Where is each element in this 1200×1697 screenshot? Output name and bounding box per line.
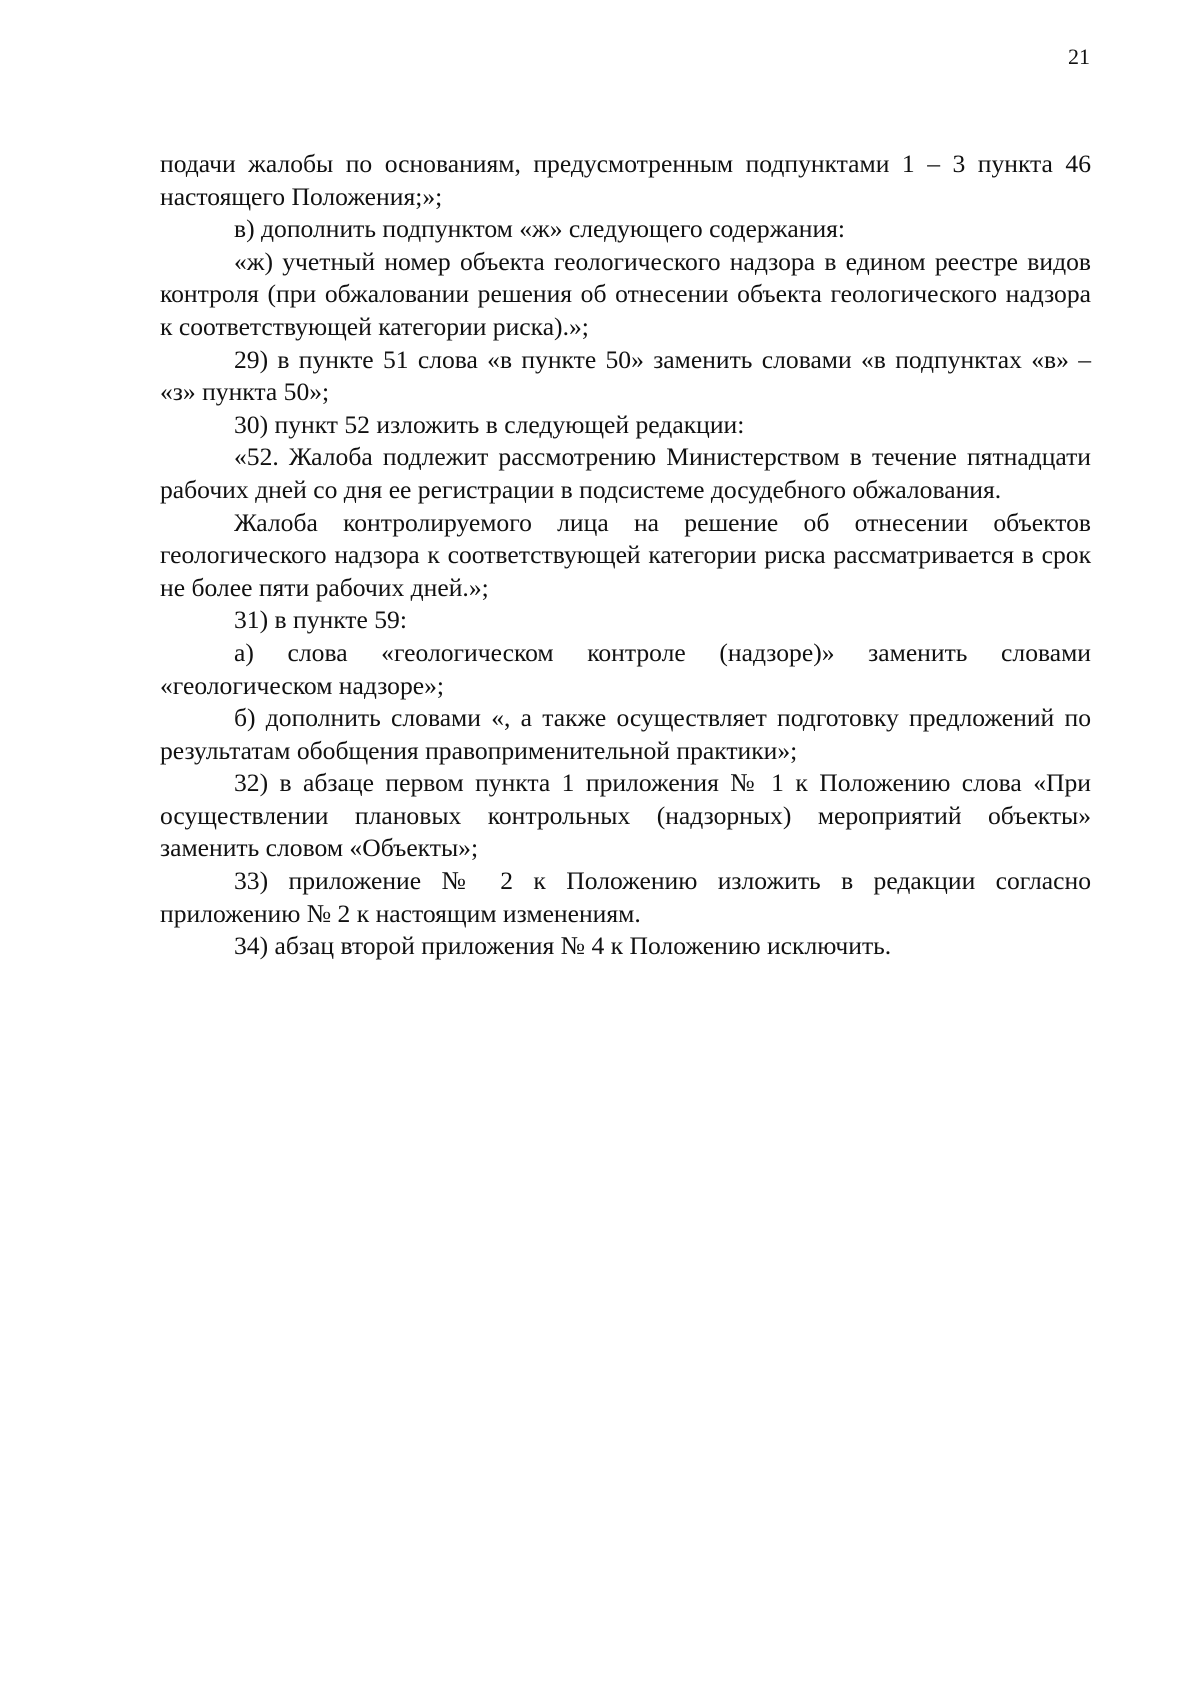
paragraph-item-34: 34) абзац второй приложения № 4 к Положению исключить. [234, 931, 892, 961]
paragraph-complaint-term: Жалоба контролируемого лица на решение об отнесении объектов геологического надзора к соответствующей категории риска рассматривается в срок не более пяти рабочих дней.»; [160, 507, 1091, 602]
paragraph-subitem-zh: «ж) учетный номер объекта геологического надзора в едином реестре видов контроля (при обжаловании решения об отнесении объекта геологического надзора к соответствующей категории риска).»; [160, 246, 1091, 341]
paragraph-continuation: подачи жалобы по основаниям, предусмотренным подпунктами 1 – 3 пункта 46 настоящего Положения;»; [160, 149, 1091, 211]
paragraph-item-31: 31) в пункте 59: [234, 605, 407, 635]
paragraph-item-29: 29) в пункте 51 слова «в пункте 50» заменить словами «в подпунктах «в» – «з» пункта 50»; [160, 344, 1091, 407]
paragraph-subitem-b: б) дополнить словами «, а также осуществляет подготовку предложений по результатам обобщения правоприменительной практики»; [160, 703, 1091, 765]
page-number: 21 [1068, 44, 1090, 69]
paragraph-subitem-a: а) слова «геологическом контроле (надзоре)» заменить словами «геологическом надзоре»; [160, 637, 1091, 700]
document-body [160, 148, 1091, 963]
paragraph-item-30: 30) пункт 52 изложить в следующей редакции: [234, 409, 745, 439]
paragraph-item-32: 32) в абзаце первом пункта 1 приложения № 1 к Положению слова «При осуществлении плановых контрольных (надзорных) мероприятий объекты» заменить словом «Объекты»; [160, 768, 1091, 863]
paragraph-item-33: 33) приложение № 2 к Положению изложить в редакции согласно приложению № 2 к настоящим изменениям. [160, 866, 1091, 928]
paragraph-point-52: «52. Жалоба подлежит рассмотрению Министерством в течение пятнадцати рабочих дней со дня ее регистрации в подсистеме досудебного обжалования. [160, 442, 1091, 504]
paragraph-subitem-v: в) дополнить подпунктом «ж» следующего содержания: [234, 214, 846, 244]
